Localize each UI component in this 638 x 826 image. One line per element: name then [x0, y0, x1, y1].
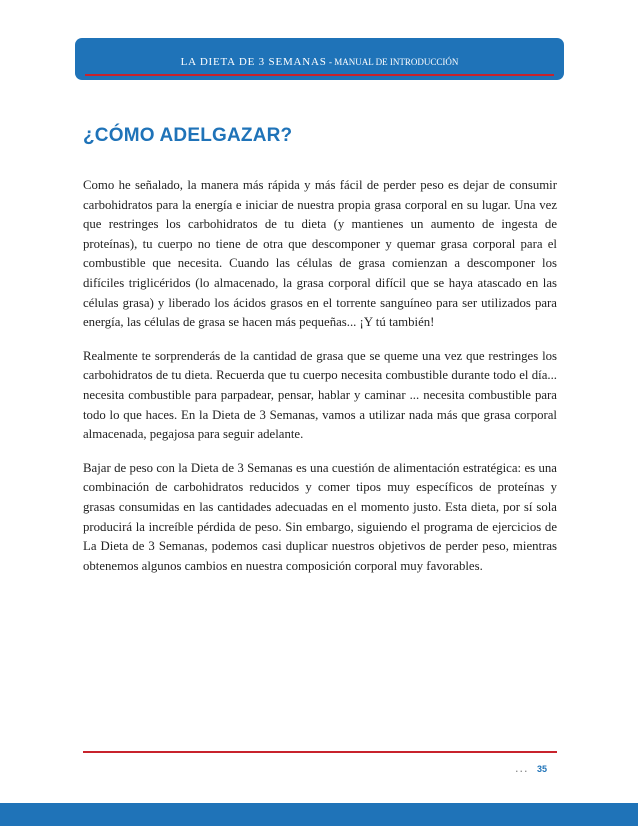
page-number: 35: [536, 764, 547, 774]
running-header-separator: -: [326, 57, 335, 67]
page-header: [75, 38, 564, 80]
paragraph: Bajar de peso con la Dieta de 3 Semanas es una cuestión de alimentación estratégica: es una combinación de carbohidratos reducidos y comer tipos muy específicos de proteínas y grasas consumidas en las cantidades adecuadas en el momento justo. Esta dieta, por sí sola producirá la increíble pérdida de peso. Sin embargo, siguiendo el programa de ejercicios de La Dieta de 3 Semanas, podemos casi duplicar nuestros objetivos de perder peso, mientras obtenemos algunos cambios en nuestra composición corporal muy favorables.: [83, 460, 557, 573]
body-text: [83, 176, 557, 590]
running-header-subtitle: MANUAL DE INTRODUCCIÓN: [334, 57, 459, 67]
page-footer: [515, 764, 547, 774]
header-divider: [85, 74, 554, 76]
paragraph: Realmente te sorprenderás de la cantidad de grasa que se queme una vez que restringes los carbohidratos de tu dieta. Recuerda que tu cuerpo necesita combustible durante todo el día... necesita combustible para parpadear, pensar, hablar y caminar ... necesita combustible para todo lo que haces. En la Dieta de 3 Semanas, vamos a utilizar nada más que grasa corporal almacenada, pegajosa para seguir adelante.: [83, 348, 557, 442]
bottom-band: [0, 803, 638, 826]
paragraph: Como he señalado, la manera más rápida y más fácil de perder peso es dejar de consumir carbohidratos para la energía e iniciar de nuestra propia grasa corporal en su lugar. Una vez que restringes los carbohidratos de tu dieta (y mantienes un aumento de ingesta de proteínas), tu cuerpo no tiene de otra que descomponer y quemar grasa corporal para el combustible que necesita. Cuando las células de grasa comienzan a descomponer los difíciles triglicéridos (lo almacenado, la grasa corporal difícil que se haya atascado en las células grasa) y liberado los ácidos grasos en el torrente sanguíneo para ser utilizados para energía, las células de grasa se hacen más pequeñas... ¡Y tú también!: [83, 178, 557, 330]
page-title: ¿CÓMO ADELGAZAR?: [83, 125, 293, 146]
running-header-title: LA DIETA DE 3 SEMANAS: [180, 56, 327, 68]
footer-divider: [83, 751, 557, 753]
footer-dots: ...: [515, 764, 529, 774]
running-header: [75, 56, 564, 68]
